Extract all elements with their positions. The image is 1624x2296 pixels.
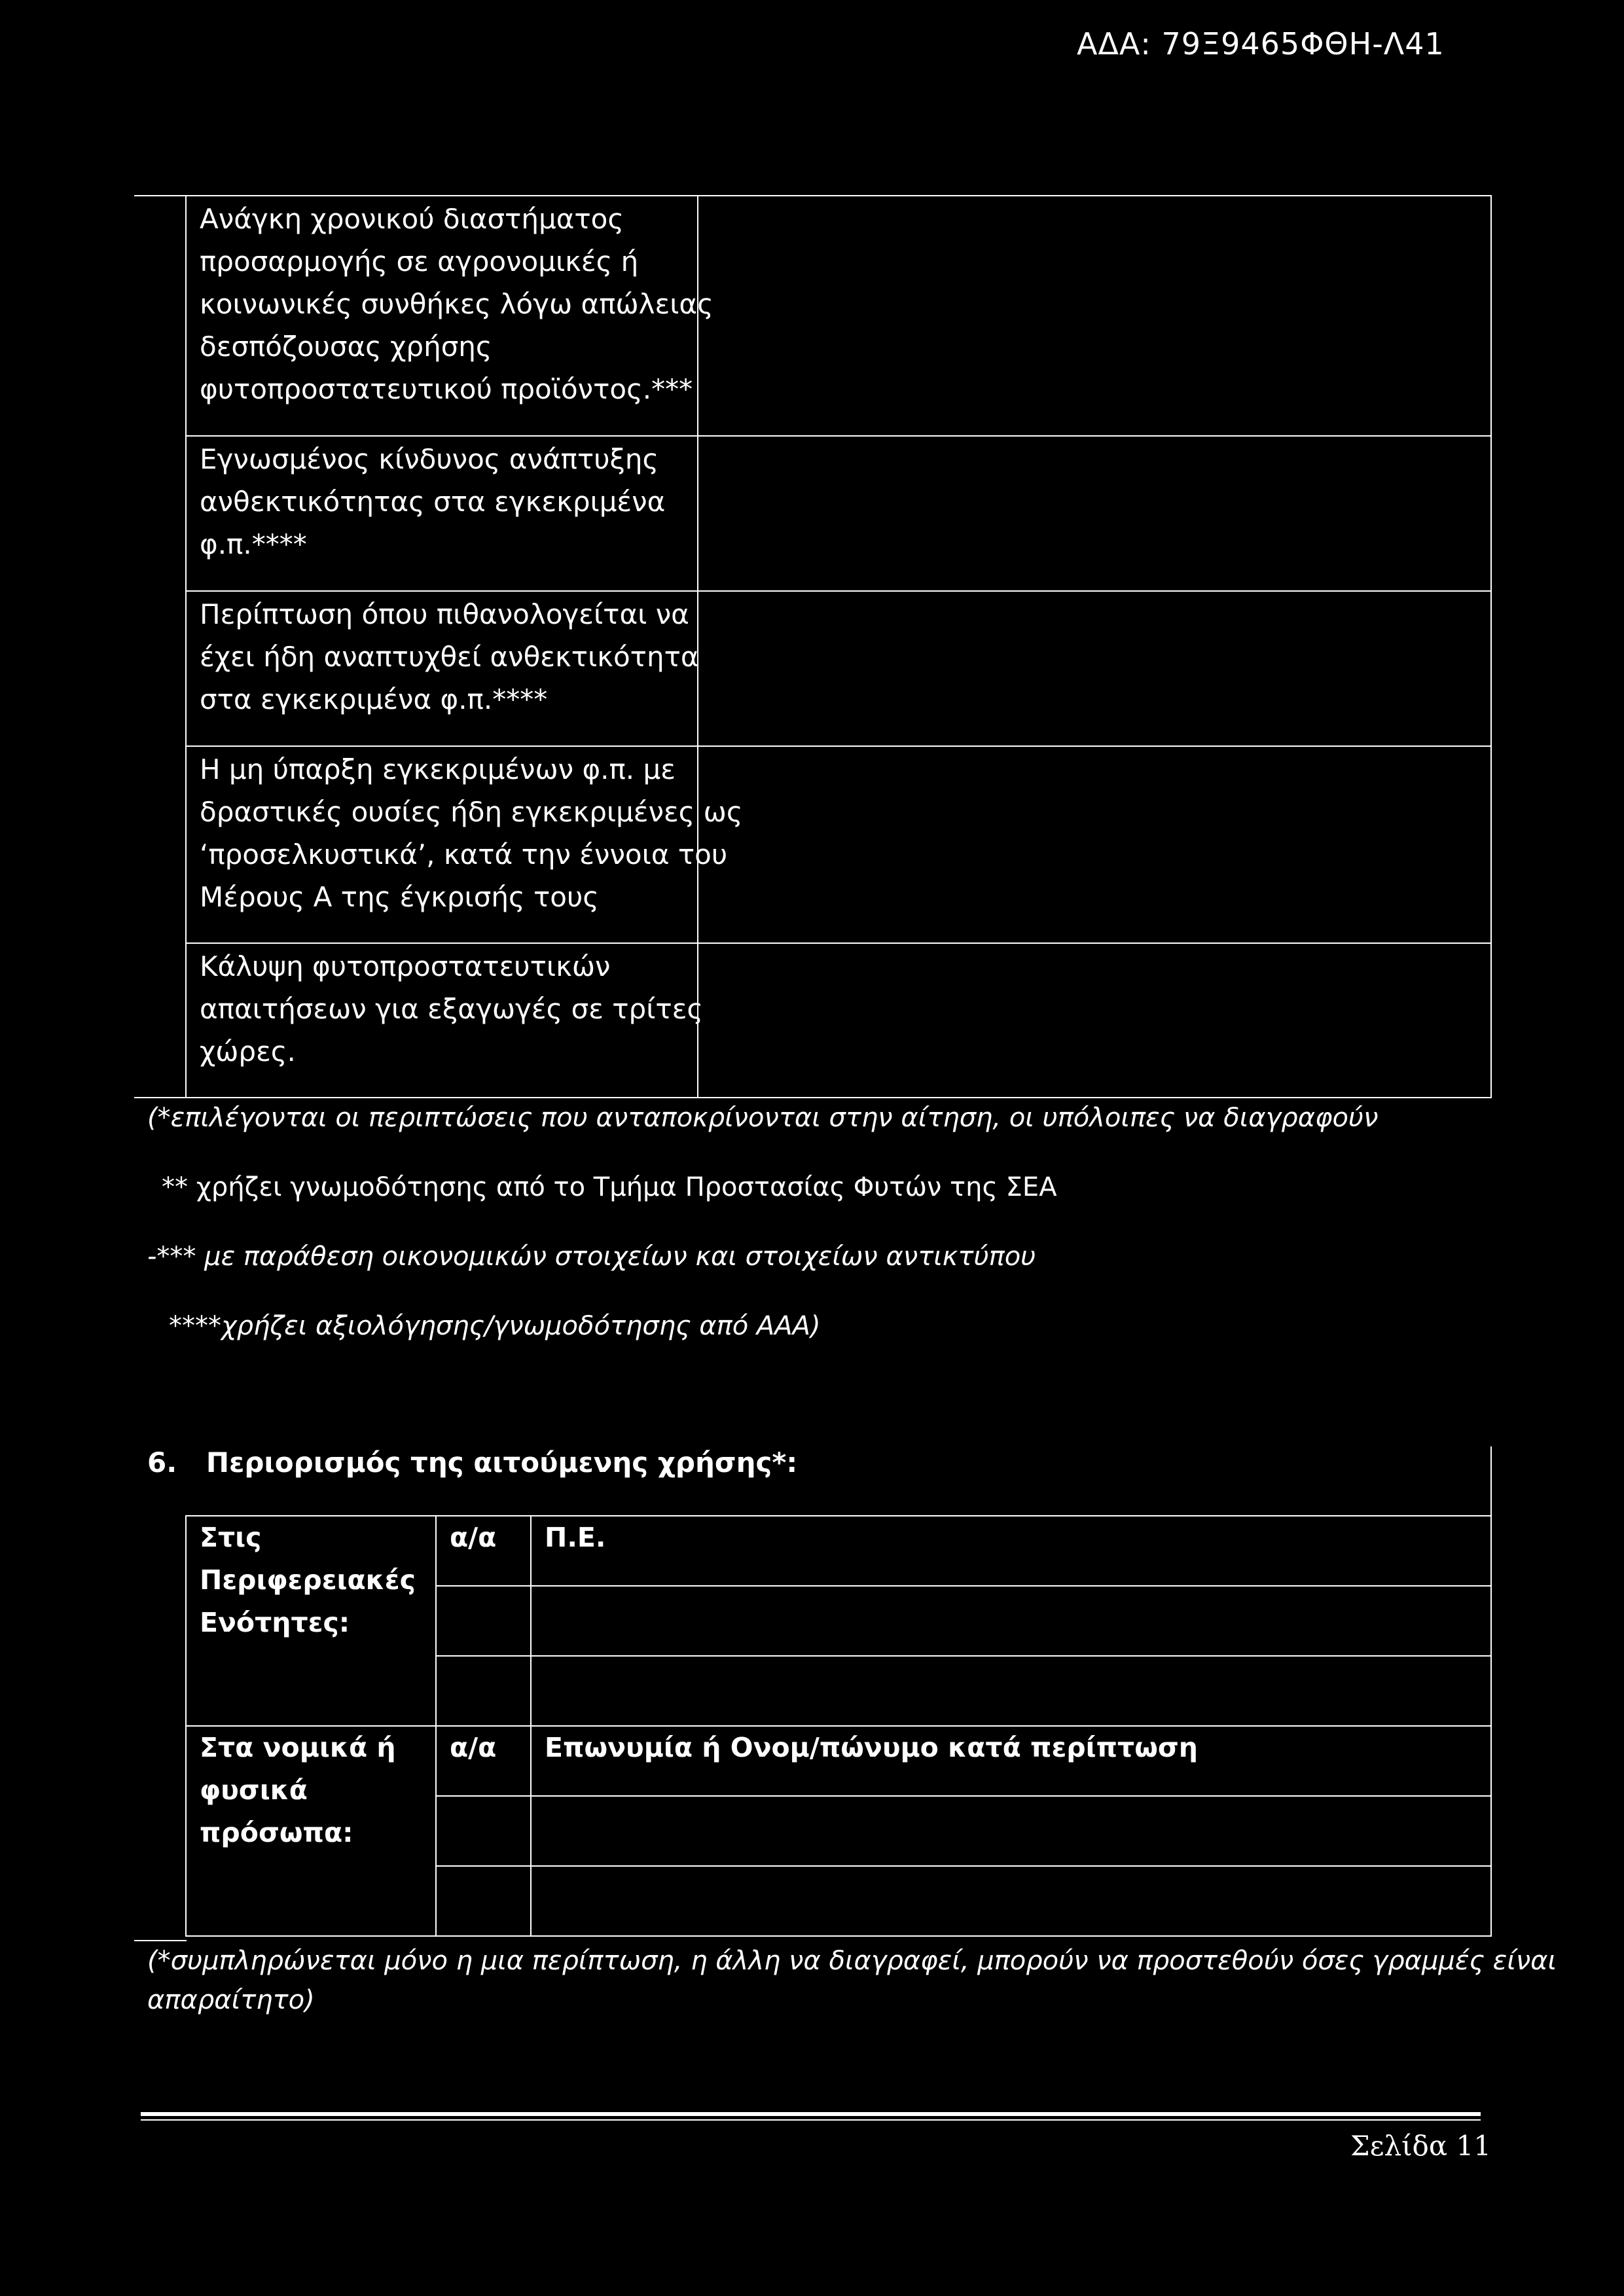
criterion-cell: Κάλυψη φυτοπροστατευτικών απαιτήσεων για εξαγωγές σε τρίτες χώρες. (186, 943, 698, 1098)
person-name-cell[interactable] (531, 1796, 1491, 1866)
criterion-cell: Ανάγκη χρονικού διαστήματος προσαρμογής σε αγρονομικές ή κοινωνικές συνθήκες λόγω απώλειας δεσπόζουσας χρήσης φυτοπροστατευτικού προϊόντος.*** (186, 196, 698, 436)
table1-top-rule-ext (134, 195, 187, 196)
table-row (186, 746, 1491, 943)
table-row (186, 196, 1491, 436)
aa-cell[interactable] (436, 1656, 531, 1726)
section-title: Περιορισμός της αιτούμενης χρήσης*: (206, 1446, 798, 1479)
table-row (186, 943, 1491, 1098)
ada-code: ΑΔΑ: 79Ξ9465ΦΘΗ-Λ41 (1077, 26, 1445, 62)
regional-unit-cell[interactable] (531, 1586, 1491, 1656)
person-name-header: Επωνυμία ή Ονομ/πώνυμο κατά περίπτωση (531, 1726, 1491, 1796)
restriction-table (185, 1515, 1492, 1937)
regional-unit-header: Π.Ε. (531, 1516, 1491, 1586)
aa-cell[interactable] (436, 1866, 531, 1936)
footer-rule-thin (141, 2119, 1481, 2121)
note-1: (*επιλέγονται οι περιπτώσεις που ανταποκρίνονται στην αίτηση, οι υπόλοιπες να διαγραφούν (147, 1103, 1379, 1133)
section6-note-line-2: απαραίτητο) (147, 1985, 315, 2015)
criterion-value-cell[interactable] (698, 436, 1491, 591)
aa-header: α/α (436, 1726, 531, 1796)
note-3: -*** με παράθεση οικονομικών στοιχείων και στοιχείων αντικτύπου (147, 1242, 1036, 1272)
criterion-cell: Η μη ύπαρξη εγκεκριμένων φ.π. με δραστικές ουσίες ήδη εγκεκριμένες ως ‘προσελκυστικά’, κατά την έννοια του Μέρους Α της έγκρισής τους (186, 746, 698, 943)
aa-cell[interactable] (436, 1796, 531, 1866)
table-row (186, 436, 1491, 591)
section-number: 6. (147, 1446, 177, 1479)
criterion-value-cell[interactable] (698, 196, 1491, 436)
note-2: ** χρήζει γνωμοδότησης από το Τμήμα Προστασίας Φυτών της ΣΕΑ (162, 1172, 1057, 1202)
note-4: ****χρήζει αξιολόγησης/γνωμοδότησης από ΑΑΑ) (169, 1311, 821, 1341)
criterion-cell: Περίπτωση όπου πιθανολογείται να έχει ήδη αναπτυχθεί ανθεκτικότητα στα εγκεκριμένα φ.π.**** (186, 591, 698, 746)
criteria-table (185, 195, 1492, 1098)
regional-unit-cell[interactable] (531, 1656, 1491, 1726)
section6-right-rule (1490, 1446, 1492, 1516)
table-row (186, 591, 1491, 746)
aa-header: α/α (436, 1516, 531, 1586)
criterion-value-cell[interactable] (698, 591, 1491, 746)
persons-label: Στα νομικά ή φυσικά πρόσωπα: (186, 1726, 436, 1936)
regional-units-label: Στις Περιφερειακές Ενότητες: (186, 1516, 436, 1726)
person-name-cell[interactable] (531, 1866, 1491, 1936)
table-row (186, 1726, 1491, 1796)
criterion-cell: Εγνωσμένος κίνδυνος ανάπτυξης ανθεκτικότητας στα εγκεκριμένα φ.π.**** (186, 436, 698, 591)
section-6-heading (147, 1446, 797, 1479)
section6-note-line-1: (*συμπληρώνεται μόνο η μια περίπτωση, η άλλη να διαγραφεί, μπορούν να προστεθούν όσες γραμμές είναι (147, 1946, 1557, 1976)
criterion-value-cell[interactable] (698, 943, 1491, 1098)
table-row (186, 1516, 1491, 1586)
footer-rule (141, 2112, 1481, 2116)
criterion-value-cell[interactable] (698, 746, 1491, 943)
aa-cell[interactable] (436, 1586, 531, 1656)
page-number: Σελίδα 11 (1350, 2130, 1491, 2162)
